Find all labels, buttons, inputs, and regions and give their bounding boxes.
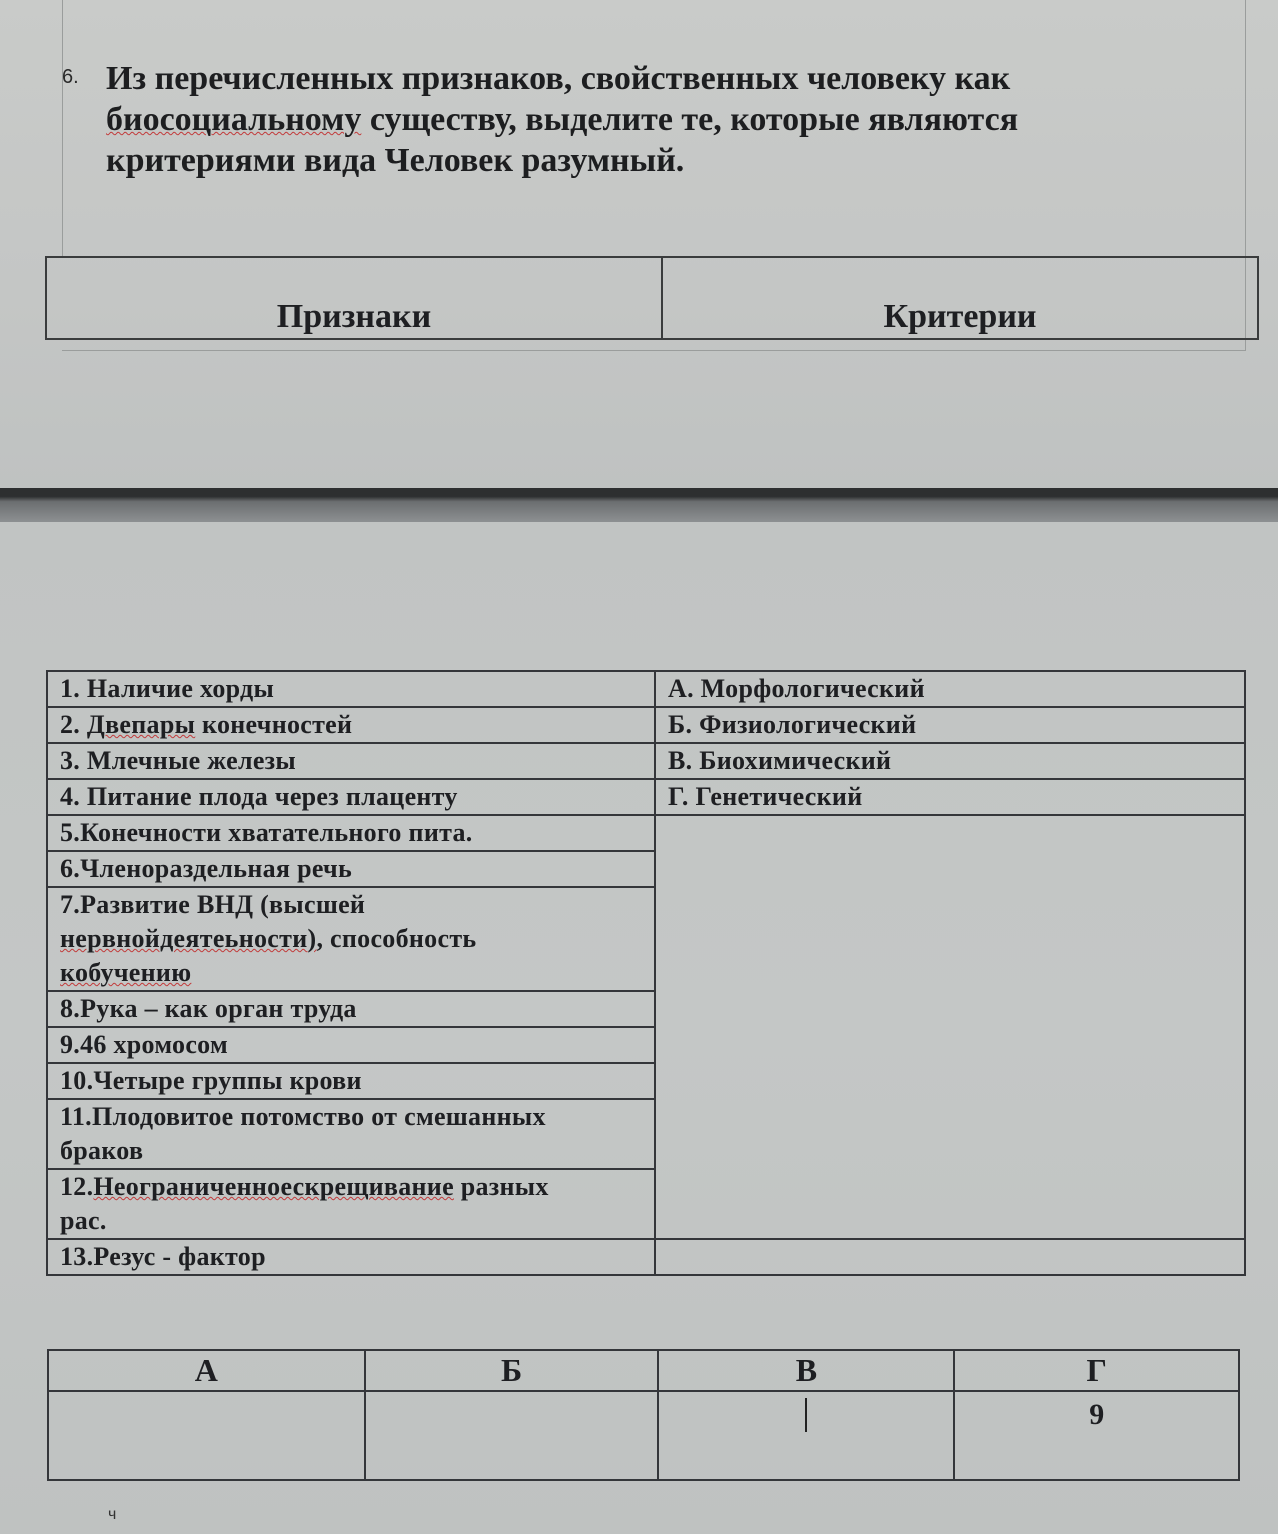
feature-text [60,1170,642,1204]
spellcheck-word[interactable]: Двепары [86,710,196,739]
text-cursor [805,1398,807,1432]
question-line-rest: существу, выделите те, которые являются [361,101,1019,138]
answer-header-v[interactable]: В [658,1350,954,1391]
feature-cell[interactable] [47,1169,655,1239]
criterion-cell[interactable]: Г. Генетический [655,779,1245,815]
feature-text: 2. [60,710,87,739]
answer-header-b[interactable]: Б [365,1350,659,1391]
matching-table [46,670,1246,1276]
feature-cell[interactable]: 3. Млечные железы [47,743,655,779]
question-number: 6. [62,66,79,88]
feature-text: разных [453,1172,549,1201]
feature-cell[interactable]: 10.Четыре группы крови [47,1063,655,1099]
feature-cell[interactable] [47,1099,655,1169]
feature-cell[interactable]: 5.Конечности хватательного пита. [47,815,655,851]
feature-text: браков [60,1136,144,1165]
feature-text: 7.Развитие ВНД (высшей [60,890,366,919]
table-row [47,707,1245,743]
spellcheck-word[interactable]: биосоциальному [106,101,362,138]
margin-guide [62,0,63,258]
answer-value-row [48,1391,1239,1480]
feature-text: , способность [316,924,477,953]
feature-cell[interactable] [47,707,655,743]
question-line [106,99,1116,140]
criterion-cell[interactable]: В. Биохимический [655,743,1245,779]
answer-header-g[interactable]: Г [954,1350,1239,1391]
table-row [47,671,1245,707]
feature-text: 11.Плодовитое потомство от смешанных [60,1102,546,1131]
spellcheck-word[interactable]: нервнойдеятеьности) [60,924,317,953]
feature-cell[interactable]: 9.46 хромосом [47,1027,655,1063]
table-row [47,779,1245,815]
table-row [47,743,1245,779]
criterion-empty-cell[interactable] [655,1239,1245,1275]
question-text[interactable] [106,58,1116,181]
feature-text: конечностей [195,710,353,739]
criterion-cell[interactable]: А. Морфологический [655,671,1245,707]
feature-cell[interactable]: 6.Членораздельная речь [47,851,655,887]
question-line: Из перечисленных признаков, свойственных человеку как [106,60,1011,97]
feature-text: рас. [60,1206,107,1235]
header-cell-features[interactable]: Признаки [46,257,662,339]
header-table [45,256,1259,340]
answer-cell-a[interactable] [48,1391,365,1480]
answer-cell-g[interactable]: 9 [954,1391,1239,1480]
question-line: критериями вида Человек разумный. [106,142,685,179]
feature-cell[interactable] [47,887,655,991]
answer-cell-v[interactable] [658,1391,954,1480]
feature-cell[interactable]: 4. Питание плода через плаценту [47,779,655,815]
header-cell-criteria[interactable]: Критерии [662,257,1258,339]
answer-header-a[interactable]: А [48,1350,365,1391]
answer-table [47,1349,1240,1481]
spellcheck-word[interactable]: Неограниченноескрещивание [93,1172,454,1201]
feature-cell[interactable]: 13.Резус - фактор [47,1239,655,1275]
page-break-separator [0,488,1278,522]
criterion-cell[interactable]: Б. Физиологический [655,707,1245,743]
feature-text: 12. [60,1172,94,1201]
feature-text [60,922,642,956]
criterion-empty-cell[interactable] [655,815,1245,1239]
answer-cell-b[interactable] [365,1391,659,1480]
table-row [47,1239,1245,1275]
spellcheck-word[interactable]: кобучению [60,958,192,987]
feature-cell[interactable]: 8.Рука – как орган труда [47,991,655,1027]
answer-header-row [48,1350,1239,1391]
page-footer-fragment: ч [108,1506,117,1523]
margin-guide [62,350,1246,351]
table-row [47,815,1245,851]
feature-cell[interactable]: 1. Наличие хорды [47,671,655,707]
